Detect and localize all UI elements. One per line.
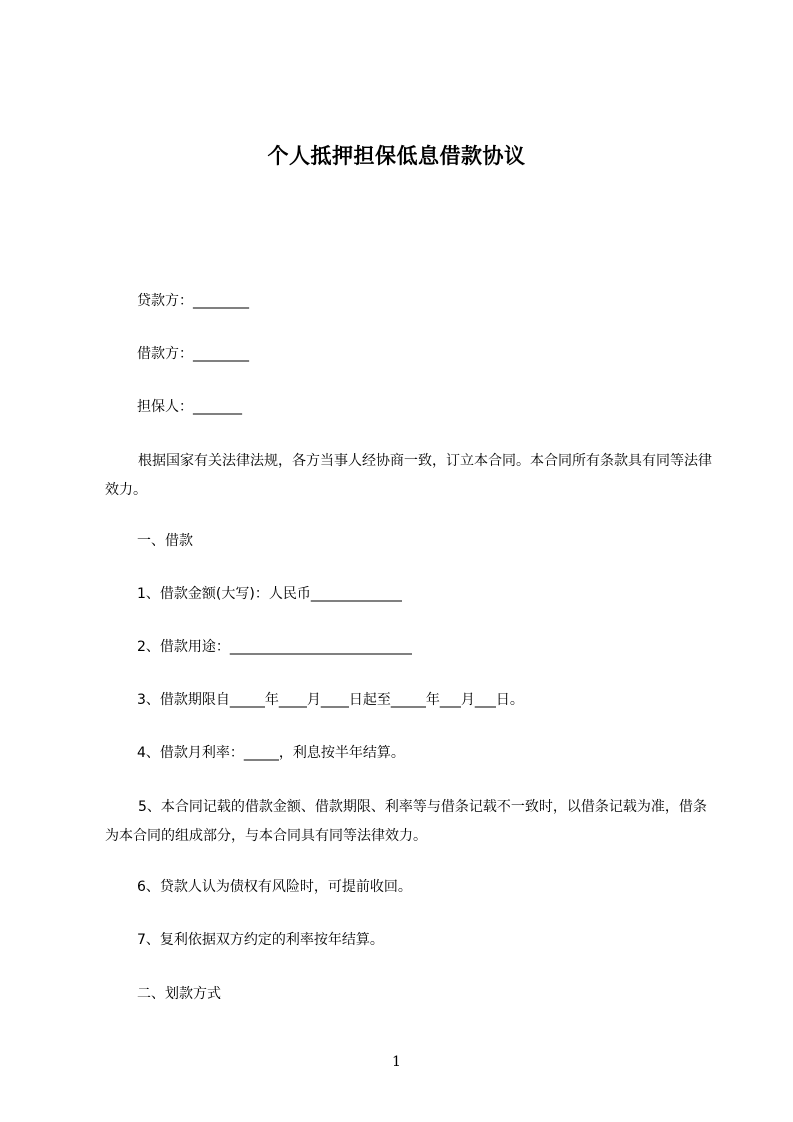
clause-7-compound-interest: 7、复利依据双方约定的利率按年结算。 xyxy=(137,932,384,948)
clause-3-loan-term: 3、借款期限自_____年____月____日起至_____年___月___日。 xyxy=(137,692,524,708)
borrower-line: 借款方：________ xyxy=(137,346,249,362)
clause-5-iou-precedence: 5、本合同记载的借款金额、借款期限、利率等与借条记载不一致时，以借条记载为准，借条为本合同的组成部分，与本合同具有同等法律效力。 xyxy=(105,799,707,844)
clause-4-interest-rate: 4、借款月利率：_____，利息按半年结算。 xyxy=(137,745,405,761)
section-heading-transfer-method: 二、划款方式 xyxy=(137,986,221,1002)
clause-6-early-recall: 6、贷款人认为债权有风险时，可提前收回。 xyxy=(137,879,412,895)
lender-line: 贷款方：________ xyxy=(137,293,249,309)
clause-2-loan-purpose: 2、借款用途：__________________________ xyxy=(137,639,412,655)
preamble-paragraph: 根据国家有关法律法规，各方当事人经协商一致，订立本合同。本合同所有条款具有同等法律效力。 xyxy=(105,453,712,498)
clause-1-loan-amount: 1、借款金额(大写)：人民币_____________ xyxy=(137,586,402,602)
section-heading-loan: 一、借款 xyxy=(137,533,193,549)
guarantor-line: 担保人：_______ xyxy=(137,399,242,415)
document-title: 个人抵押担保低息借款协议 xyxy=(267,144,526,168)
page-number: 1 xyxy=(392,1054,401,1070)
